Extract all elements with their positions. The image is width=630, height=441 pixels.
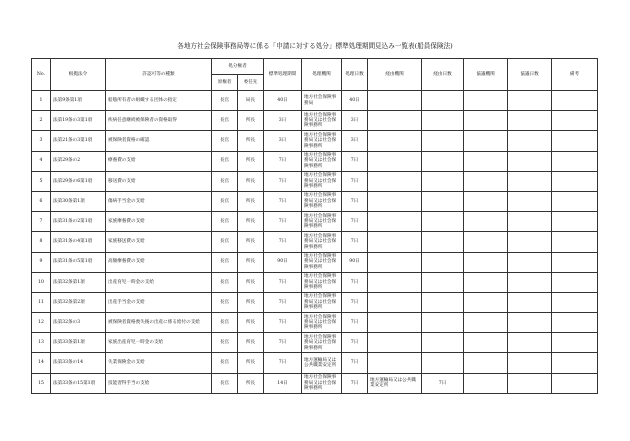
table-row — [32, 91, 598, 111]
header-no: No. — [32, 59, 51, 91]
header-law: 根拠法令 — [51, 59, 106, 91]
cell-proc-agency: 地方社会保険事務局又は社会保険事務所 — [302, 212, 342, 232]
cell-law: 法第19条の3第1項 — [51, 111, 106, 131]
cell-standard: 7日 — [264, 292, 302, 312]
cell-via-days — [422, 111, 464, 131]
cell-law: 法第32条第2項 — [51, 292, 106, 312]
cell-consult-days — [508, 272, 552, 292]
cell-permit: 出産手当金の支給 — [106, 292, 212, 312]
cell-proc-agency: 地方社会保険事務局又は社会保険事務所 — [302, 111, 342, 131]
cell-via-agency — [368, 212, 422, 232]
cell-via-days — [422, 292, 464, 312]
cell-proc-days: 90日 — [342, 252, 368, 272]
cell-no: 6 — [32, 191, 51, 211]
cell-via-days: 7日 — [422, 373, 464, 393]
cell-law: 法第9条第1項 — [51, 91, 106, 111]
cell-proc-days: 7日 — [342, 151, 368, 171]
cell-delegate: 所長 — [238, 151, 264, 171]
cell-proc-agency: 地方社会保険事務局又は社会保険事務所 — [302, 252, 342, 272]
cell-no: 11 — [32, 292, 51, 312]
cell-via-agency — [368, 313, 422, 333]
header-standard: 標準処理期間 — [264, 59, 302, 91]
cell-proc-days: 7日 — [342, 191, 368, 211]
cell-delegate: 所長 — [238, 171, 264, 191]
cell-original: 長官 — [212, 232, 238, 252]
cell-delegate: 所長 — [238, 111, 264, 131]
cell-law: 法第30条第1項 — [51, 191, 106, 211]
cell-original: 長官 — [212, 131, 238, 151]
cell-standard: 7日 — [264, 171, 302, 191]
cell-proc-days: 7日 — [342, 292, 368, 312]
cell-permit: 傷病手当金の支給 — [106, 191, 212, 211]
cell-via-agency — [368, 131, 422, 151]
cell-delegate: 所長 — [238, 252, 264, 272]
cell-delegate: 所長 — [238, 373, 264, 393]
cell-standard: 90日 — [264, 252, 302, 272]
cell-law: 法第33条第1項 — [51, 333, 106, 353]
cell-via-agency — [368, 272, 422, 292]
table-body — [32, 91, 598, 394]
cell-remarks — [552, 212, 598, 232]
cell-delegate: 所長 — [238, 191, 264, 211]
cell-law: 法第33条の15第1項 — [51, 373, 106, 393]
cell-via-agency — [368, 353, 422, 373]
cell-remarks — [552, 191, 598, 211]
cell-law: 法第33条の14 — [51, 353, 106, 373]
cell-proc-agency: 地方社会保険事務局又は社会保険事務所 — [302, 171, 342, 191]
cell-consult-agency — [464, 212, 508, 232]
cell-via-agency — [368, 111, 422, 131]
table-row — [32, 232, 598, 252]
cell-consult-days — [508, 111, 552, 131]
cell-consult-agency — [464, 353, 508, 373]
cell-delegate: 所長 — [238, 292, 264, 312]
cell-consult-agency — [464, 232, 508, 252]
cell-via-agency — [368, 91, 422, 111]
cell-proc-days: 7日 — [342, 333, 368, 353]
cell-consult-days — [508, 333, 552, 353]
cell-consult-agency — [464, 131, 508, 151]
cell-consult-days — [508, 313, 552, 333]
cell-via-agency — [368, 292, 422, 312]
cell-permit: 出産育児一時金の支給 — [106, 272, 212, 292]
cell-remarks — [552, 353, 598, 373]
cell-standard: 7日 — [264, 313, 302, 333]
cell-no: 2 — [32, 111, 51, 131]
cell-consult-days — [508, 91, 552, 111]
cell-no: 13 — [32, 333, 51, 353]
cell-law: 法第29条の6第1項 — [51, 171, 106, 191]
table-row — [32, 252, 598, 272]
cell-remarks — [552, 91, 598, 111]
cell-original: 長官 — [212, 373, 238, 393]
header-consult-days: 協議日数 — [508, 59, 552, 91]
cell-standard: 7日 — [264, 353, 302, 373]
processing-period-table — [31, 58, 598, 394]
table-row — [32, 191, 598, 211]
cell-remarks — [552, 171, 598, 191]
cell-via-days — [422, 313, 464, 333]
cell-proc-agency: 地方社会保険事務局又は社会保険事務所 — [302, 191, 342, 211]
cell-original: 長官 — [212, 353, 238, 373]
cell-via-agency — [368, 333, 422, 353]
cell-standard: 7日 — [264, 232, 302, 252]
cell-via-days — [422, 232, 464, 252]
cell-standard: 7日 — [264, 212, 302, 232]
cell-proc-agency: 地方社会保険事務局又は社会保険事務所 — [302, 131, 342, 151]
cell-consult-days — [508, 252, 552, 272]
cell-permit: 被保険者資格喪失後の出産に係る給付の支給 — [106, 313, 212, 333]
cell-permit: 家族出産育児一時金の支給 — [106, 333, 212, 353]
cell-permit: 移送費の支給 — [106, 171, 212, 191]
cell-original: 長官 — [212, 111, 238, 131]
cell-law: 法第32条第1項 — [51, 272, 106, 292]
cell-no: 14 — [32, 353, 51, 373]
cell-no: 8 — [32, 232, 51, 252]
cell-via-days — [422, 91, 464, 111]
cell-via-agency — [368, 232, 422, 252]
header-authority: 処分権者 — [212, 59, 264, 75]
cell-via-days — [422, 151, 464, 171]
cell-via-days — [422, 191, 464, 211]
cell-original: 長官 — [212, 292, 238, 312]
cell-consult-agency — [464, 111, 508, 131]
cell-proc-days: 7日 — [342, 212, 368, 232]
cell-law: 法第31条の2第1項 — [51, 212, 106, 232]
cell-original: 長官 — [212, 272, 238, 292]
cell-delegate: 所長 — [238, 353, 264, 373]
cell-standard: 7日 — [264, 272, 302, 292]
cell-consult-agency — [464, 292, 508, 312]
cell-original: 長官 — [212, 212, 238, 232]
header-proc-days: 処理日数 — [342, 59, 368, 91]
cell-no: 5 — [32, 171, 51, 191]
cell-permit: 家族療養費の支給 — [106, 212, 212, 232]
cell-original: 長官 — [212, 252, 238, 272]
cell-law: 法第21条の3第1項 — [51, 131, 106, 151]
cell-consult-days — [508, 171, 552, 191]
header-consult-agency: 協議機関 — [464, 59, 508, 91]
table-row — [32, 111, 598, 131]
cell-delegate: 所長 — [238, 212, 264, 232]
cell-original: 長官 — [212, 171, 238, 191]
cell-proc-days: 3日 — [342, 131, 368, 151]
cell-consult-agency — [464, 151, 508, 171]
cell-original: 長官 — [212, 151, 238, 171]
cell-consult-agency — [464, 333, 508, 353]
cell-proc-days: 7日 — [342, 373, 368, 393]
cell-proc-days: 7日 — [342, 272, 368, 292]
cell-consult-agency — [464, 373, 508, 393]
cell-via-days — [422, 333, 464, 353]
cell-proc-agency: 地方社会保険事務局又は社会保険事務所 — [302, 333, 342, 353]
header-original: 原権者 — [212, 75, 238, 91]
cell-remarks — [552, 272, 598, 292]
cell-law: 法第29条の2 — [51, 151, 106, 171]
cell-consult-days — [508, 131, 552, 151]
cell-consult-days — [508, 373, 552, 393]
cell-proc-days: 40日 — [342, 91, 368, 111]
table-row — [32, 333, 598, 353]
cell-standard: 40日 — [264, 91, 302, 111]
cell-via-days — [422, 212, 464, 232]
cell-consult-agency — [464, 313, 508, 333]
cell-proc-days: 3日 — [342, 111, 368, 131]
cell-consult-agency — [464, 272, 508, 292]
table-row — [32, 171, 598, 191]
cell-remarks — [552, 313, 598, 333]
cell-via-agency: 地方運輸局又は公共職業安定所 — [368, 373, 422, 393]
cell-permit: 家族移送費の支給 — [106, 232, 212, 252]
cell-no: 15 — [32, 373, 51, 393]
table-row — [32, 151, 598, 171]
cell-consult-agency — [464, 191, 508, 211]
cell-law: 法第31条の4第1項 — [51, 232, 106, 252]
cell-proc-days: 7日 — [342, 313, 368, 333]
cell-standard: 7日 — [264, 333, 302, 353]
cell-proc-agency: 地方社会保険事務局又は社会保険事務所 — [302, 151, 342, 171]
table-row — [32, 313, 598, 333]
cell-original: 長官 — [212, 91, 238, 111]
cell-proc-agency: 地方社会保険事務局 — [302, 91, 342, 111]
cell-via-agency — [368, 252, 422, 272]
cell-permit: 技能習得手当の支給 — [106, 373, 212, 393]
cell-standard: 3日 — [264, 131, 302, 151]
cell-no: 9 — [32, 252, 51, 272]
cell-via-days — [422, 131, 464, 151]
cell-via-days — [422, 272, 464, 292]
table-row — [32, 272, 598, 292]
cell-remarks — [552, 373, 598, 393]
header-via-days: 経由日数 — [422, 59, 464, 91]
cell-via-days — [422, 252, 464, 272]
cell-consult-days — [508, 191, 552, 211]
cell-delegate: 所長 — [238, 131, 264, 151]
cell-proc-days: 7日 — [342, 171, 368, 191]
cell-original: 長官 — [212, 191, 238, 211]
cell-proc-agency: 地方社会保険事務局又は社会保険事務所 — [302, 232, 342, 252]
table-row — [32, 212, 598, 232]
cell-consult-days — [508, 292, 552, 312]
header-permit: 許認可等の種類 — [106, 59, 212, 91]
cell-permit: 失業保険金の支給 — [106, 353, 212, 373]
cell-standard: 7日 — [264, 151, 302, 171]
header-remarks: 備考 — [552, 59, 598, 91]
cell-law: 法第31条の5第1項 — [51, 252, 106, 272]
cell-remarks — [552, 111, 598, 131]
cell-original: 長官 — [212, 313, 238, 333]
cell-standard: 14日 — [264, 373, 302, 393]
cell-consult-days — [508, 151, 552, 171]
cell-delegate: 所長 — [238, 272, 264, 292]
cell-consult-days — [508, 353, 552, 373]
cell-law: 法第32条の3 — [51, 313, 106, 333]
cell-proc-days: 7日 — [342, 232, 368, 252]
cell-consult-agency — [464, 252, 508, 272]
table-row — [32, 292, 598, 312]
cell-no: 12 — [32, 313, 51, 333]
cell-remarks — [552, 333, 598, 353]
cell-consult-days — [508, 212, 552, 232]
cell-via-agency — [368, 191, 422, 211]
cell-no: 7 — [32, 212, 51, 232]
table-row — [32, 353, 598, 373]
cell-remarks — [552, 232, 598, 252]
cell-delegate: 所長 — [238, 333, 264, 353]
cell-delegate: 所長 — [238, 313, 264, 333]
cell-consult-days — [508, 232, 552, 252]
header-delegate: 委任先 — [238, 75, 264, 91]
cell-no: 4 — [32, 151, 51, 171]
cell-no: 1 — [32, 91, 51, 111]
cell-proc-agency: 地方社会保険事務局又は社会保険事務所 — [302, 272, 342, 292]
cell-permit: 療養費の支給 — [106, 151, 212, 171]
cell-proc-agency: 地方運輸局又は公共職業安定所 — [302, 353, 342, 373]
cell-remarks — [552, 151, 598, 171]
header-proc-agency: 処理機関 — [302, 59, 342, 91]
cell-via-days — [422, 353, 464, 373]
cell-remarks — [552, 131, 598, 151]
page-title: 各地方社会保険事務局等に係る「申請に対する処分」標準処理期間見込み一覧表(船員保険法) — [177, 42, 453, 50]
cell-no: 10 — [32, 272, 51, 292]
cell-permit: 高額療養費の支給 — [106, 252, 212, 272]
table-row — [32, 131, 598, 151]
cell-proc-agency: 地方社会保険事務局又は社会保険事務所 — [302, 292, 342, 312]
cell-standard: 7日 — [264, 191, 302, 211]
cell-original: 長官 — [212, 333, 238, 353]
header-via-agency: 経由機関 — [368, 59, 422, 91]
cell-permit: 被保険者資格の確認 — [106, 131, 212, 151]
cell-consult-agency — [464, 171, 508, 191]
cell-via-agency — [368, 151, 422, 171]
cell-remarks — [552, 292, 598, 312]
cell-via-days — [422, 171, 464, 191]
cell-consult-agency — [464, 91, 508, 111]
cell-permit: 船舶所有者の組織する団体の指定 — [106, 91, 212, 111]
cell-proc-days: 7日 — [342, 353, 368, 373]
cell-delegate: 所長 — [238, 232, 264, 252]
cell-permit: 疾病任意継続被保険者の資格取得 — [106, 111, 212, 131]
cell-proc-agency: 地方社会保険事務局又は社会保険事務所 — [302, 313, 342, 333]
cell-standard: 3日 — [264, 111, 302, 131]
cell-delegate: 局長 — [238, 91, 264, 111]
cell-remarks — [552, 252, 598, 272]
cell-no: 3 — [32, 131, 51, 151]
table-row — [32, 373, 598, 393]
cell-proc-agency: 地方社会保険事務局又は社会保険事務所 — [302, 373, 342, 393]
cell-via-agency — [368, 171, 422, 191]
